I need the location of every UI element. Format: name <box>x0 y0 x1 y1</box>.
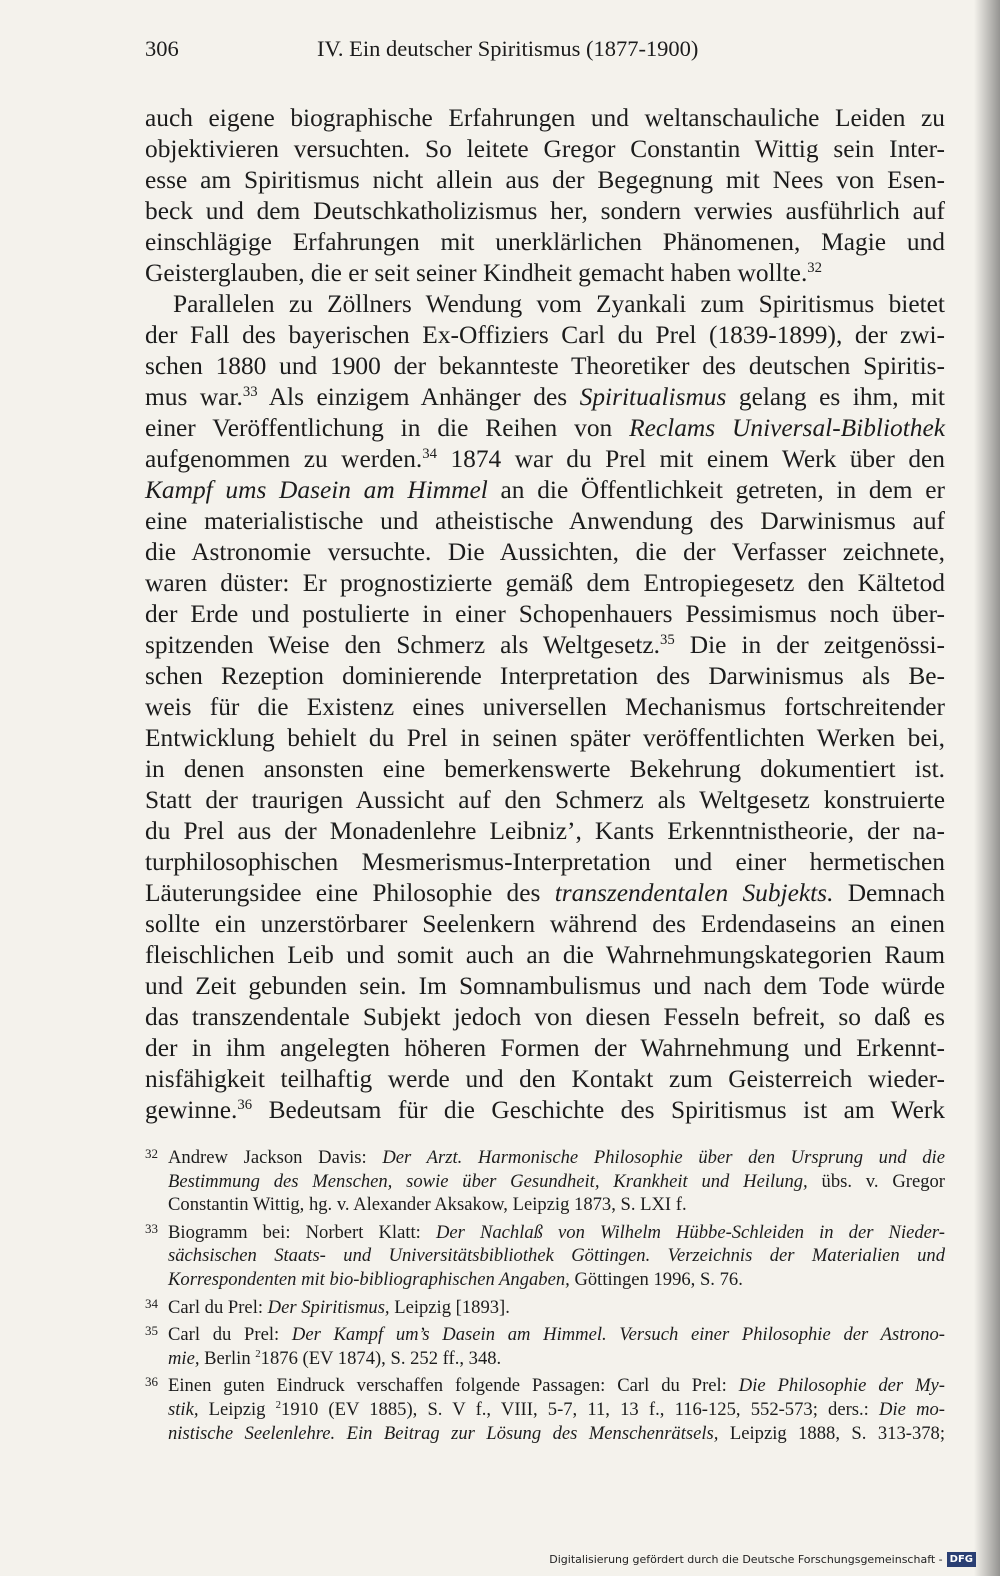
footnote-line <box>168 1323 945 1347</box>
text-line <box>145 692 945 723</box>
italic-title: Der Nachlaß von Wilhelm Hübbe-Schleiden in der Nieder- <box>435 1221 945 1243</box>
footnote <box>145 1374 945 1445</box>
footnote-ref: 32 <box>807 259 823 276</box>
italic-title: nistische Seelenlehre. Ein Beitrag zur Lösung des Menschenrätsels, <box>168 1422 719 1444</box>
text-line <box>145 227 945 258</box>
italic-title: Reclams Universal-Bibliothek <box>629 414 945 442</box>
text-run: Statt der traurigen Aussicht auf den Schmerz als Weltgesetz konstruierte <box>145 786 945 814</box>
italic-title: Korrespondenten mit bio-bibliographischen Angaben, <box>168 1268 570 1290</box>
text-line <box>145 1095 945 1126</box>
text-line <box>145 351 945 382</box>
text-run: 1874 war du Prel mit einem Werk über den <box>436 445 945 473</box>
text-run: einer Veröffentlichung in die Reihen von <box>145 414 630 442</box>
footnote-number: 35 <box>145 1323 158 1339</box>
main-text <box>145 103 945 1126</box>
page-number: 306 <box>145 36 179 61</box>
text-line <box>145 940 945 971</box>
text-run: und Zeit gebunden sein. Im Somnambulismus und nach dem Tode würde <box>145 972 945 1000</box>
footnote <box>145 1323 945 1370</box>
text-run: schen 1880 und 1900 der bekannteste Theoretiker des deutschen Spiritis- <box>145 352 945 380</box>
text-line <box>145 196 945 227</box>
text-line <box>145 1064 945 1095</box>
text-run: der in ihm angelegten höheren Formen der Wahrnehmung und Erkennt- <box>145 1034 945 1062</box>
text-line <box>145 599 945 630</box>
footnote-number: 33 <box>145 1220 158 1236</box>
footnote-number: 36 <box>145 1374 158 1390</box>
text-run: Entwicklung behielt du Prel in seinen später veröffentlichten Werken bei, <box>145 724 945 752</box>
text-run: Geisterglauben, die er seit seiner Kindheit gemacht haben wollte. <box>145 259 808 287</box>
footnote-ref: 35 <box>660 631 675 648</box>
edition-superscript: 2 <box>275 1399 282 1412</box>
text-run: fleischlichen Leib und somit auch an die Wahrnehmungskategorien Raum <box>145 941 945 969</box>
text-run: an die Öffentlichkeit getreten, in dem er <box>487 476 945 504</box>
text-run: beck und dem Deutschkatholizismus her, sondern verwies ausführlich auf <box>145 197 945 225</box>
footnote <box>145 1146 945 1217</box>
footnote-line <box>168 1347 945 1371</box>
text-line <box>145 320 945 351</box>
text-line <box>145 723 945 754</box>
footnote-line <box>168 1146 945 1170</box>
running-head: IV. Ein deutscher Spiritismus (1877-1900) <box>317 36 699 61</box>
footnote-line <box>168 1244 945 1268</box>
italic-title: Der Kampf um’s Dasein am Himmel. Versuch einer Philosophie der Astrono- <box>291 1324 946 1346</box>
text-line <box>145 258 945 289</box>
text-line <box>145 537 945 568</box>
text-line <box>145 630 945 661</box>
footnote <box>145 1221 945 1292</box>
text-run: turphilosophischen Mesmerismus-Interpretation und einer hermetischen <box>145 848 945 876</box>
text-run: esse am Spiritismus nicht allein aus der Begegnung mit Nees von Esen- <box>145 166 945 194</box>
digitization-credit <box>549 1550 976 1568</box>
footnote-number: 34 <box>145 1295 158 1311</box>
text-run: Constantin Wittig, hg. v. Alexander Aksakow, Leipzig 1873, S. LXI f. <box>168 1194 687 1216</box>
text-line <box>145 878 945 909</box>
text-run: Andrew Jackson Davis: <box>168 1147 383 1168</box>
italic-title: Spiritualismus <box>579 383 727 411</box>
page-header <box>145 36 945 70</box>
text-line <box>145 816 945 847</box>
credit-text: Digitalisierung gefördert durch die Deutsche Forschungsgemeinschaft - <box>549 1552 943 1566</box>
text-run: der Erde und postulierte in einer Schopenhauers Pessimismus noch über- <box>145 600 945 628</box>
text-run: einschlägige Erfahrungen mit unerklärlichen Phänomenen, Magie und <box>145 228 945 256</box>
text-run: der Fall des bayerischen Ex-Offiziers Carl du Prel (1839-1899), der zwi- <box>145 321 945 349</box>
text-run: Berlin <box>199 1347 256 1369</box>
text-run: 1910 (EV 1885), S. V f., VIII, 5-7, 11, 13 f., 116-125, 552-573; ders.: <box>281 1398 880 1420</box>
text-run: spitzenden Weise den Schmerz als Weltgesetz. <box>145 631 661 659</box>
text-run: eine materialistische und atheistische Anwendung des Darwinismus auf <box>145 507 945 535</box>
text-run: das transzendentale Subjekt jedoch von diesen Fesseln befreit, so daß es <box>145 1003 945 1031</box>
text-run: Läuterungsidee eine Philosophie des <box>145 879 555 907</box>
text-run: Leipzig <box>198 1398 276 1420</box>
text-run: übs. v. Gregor <box>807 1170 945 1192</box>
text-run: Bedeutsam für die Geschichte des Spiritismus ist am Werk <box>252 1096 945 1124</box>
text-run: objektivieren versuchten. So leitete Gregor Constantin Wittig sein Inter- <box>145 135 945 163</box>
text-run: Göttingen 1996, S. 76. <box>569 1268 743 1290</box>
text-run: gewinne. <box>145 1096 238 1124</box>
text-line <box>145 909 945 940</box>
text-line <box>145 165 945 196</box>
text-run: Carl du Prel: <box>168 1324 292 1346</box>
text-line <box>145 506 945 537</box>
text-line <box>145 785 945 816</box>
text-run: Leipzig [1893]. <box>389 1296 510 1318</box>
text-run: in denen ansonsten eine bemerkenswerte Bekehrung dokumentiert ist. <box>145 755 945 783</box>
text-line <box>145 134 945 165</box>
text-line <box>145 847 945 878</box>
text-run: Parallelen zu Zöllners Wendung vom Zyankali zum Spiritismus bietet <box>173 290 945 318</box>
text-run: Carl du Prel: <box>168 1296 268 1318</box>
text-line <box>145 971 945 1002</box>
footnote-line <box>168 1221 945 1245</box>
text-run: die Astronomie versuchte. Die Aussichten, die der Verfasser zeichnete, <box>145 538 945 566</box>
text-run: nisfähigkeit teilhaftig werde und den Kontakt zum Geisterreich wieder- <box>145 1065 945 1093</box>
footnote-line <box>168 1296 945 1320</box>
footnote-ref: 33 <box>242 383 258 400</box>
text-run: aufgenommen zu werden. <box>145 445 423 473</box>
italic-title: Der Spiritismus, <box>267 1296 390 1318</box>
italic-title: sächsischen Staats- und Universitätsbibliothek Göttingen. Verzeichnis der Materialien und <box>168 1245 945 1267</box>
text-run: Demnach <box>833 879 945 907</box>
italic-title: mie, <box>168 1347 200 1369</box>
text-line <box>145 289 945 320</box>
text-line <box>145 444 945 475</box>
italic-title: Die Philosophie der My- <box>738 1375 945 1397</box>
footnote-line <box>168 1170 945 1194</box>
text-line <box>145 1033 945 1064</box>
text-run: Biogramm bei: Norbert Klatt: <box>168 1221 436 1243</box>
text-line <box>145 475 945 506</box>
italic-title: Kampf ums Dasein am Himmel <box>145 476 488 504</box>
italic-title: Der Arzt. Harmonische Philosophie über den Ursprung und die <box>382 1147 945 1168</box>
text-run: du Prel aus der Monadenlehre Leibniz’, Kants Erkenntnistheorie, der na- <box>145 817 945 845</box>
text-run: Einen guten Eindruck verschaffen folgende Passagen: Carl du Prel: <box>168 1375 739 1397</box>
text-run: gelang es ihm, mit <box>726 383 945 411</box>
text-run: weis für die Existenz eines universellen Mechanismus fortschreitender <box>145 693 945 721</box>
italic-title: stik, <box>168 1398 199 1420</box>
text-run: Als einzigem Anhänger des <box>257 383 580 411</box>
italic-title: Bestimmung des Menschen, sowie über Gesundheit, Krankheit und Heilung, <box>168 1170 808 1192</box>
text-run: Die in der zeitgenössi- <box>674 631 945 659</box>
footnote-ref: 36 <box>237 1096 253 1113</box>
text-line <box>145 661 945 692</box>
italic-title: Die mo- <box>879 1398 945 1420</box>
text-line <box>145 382 945 413</box>
edition-superscript: 2 <box>255 1348 261 1361</box>
text-run: 1876 (EV 1874), S. 252 ff., 348. <box>260 1347 502 1369</box>
footnote-number: 32 <box>145 1146 158 1161</box>
text-run: waren düster: Er prognostizierte gemäß dem Entropiegesetz den Kältetod <box>145 569 945 597</box>
footnote-line <box>168 1422 945 1446</box>
text-line <box>145 568 945 599</box>
footnotes <box>145 1146 945 1449</box>
text-run: auch eigene biographische Erfahrungen und weltanschauliche Leiden zu <box>145 104 945 132</box>
text-line <box>145 1002 945 1033</box>
footnote-line <box>168 1268 945 1292</box>
text-line <box>145 103 945 134</box>
footnote-line <box>168 1374 945 1398</box>
text-run: schen Rezeption dominierende Interpretation des Darwinismus als Be- <box>145 662 945 690</box>
italic-title: transzendentalen Subjekts. <box>554 879 834 907</box>
text-run: mus war. <box>145 383 243 411</box>
dfg-logo: DFG <box>947 1552 976 1567</box>
footnote-line <box>168 1398 945 1422</box>
text-line <box>145 413 945 444</box>
footnote-line <box>168 1193 945 1217</box>
text-run: Leipzig 1888, S. 313-378; <box>718 1422 945 1444</box>
footnote-ref: 34 <box>422 445 437 462</box>
text-line <box>145 754 945 785</box>
footnote <box>145 1296 945 1320</box>
page-edge-shadow <box>974 0 1000 1576</box>
text-run: sollte ein unzerstörbarer Seelenkern während des Erdendaseins an einen <box>145 910 945 938</box>
